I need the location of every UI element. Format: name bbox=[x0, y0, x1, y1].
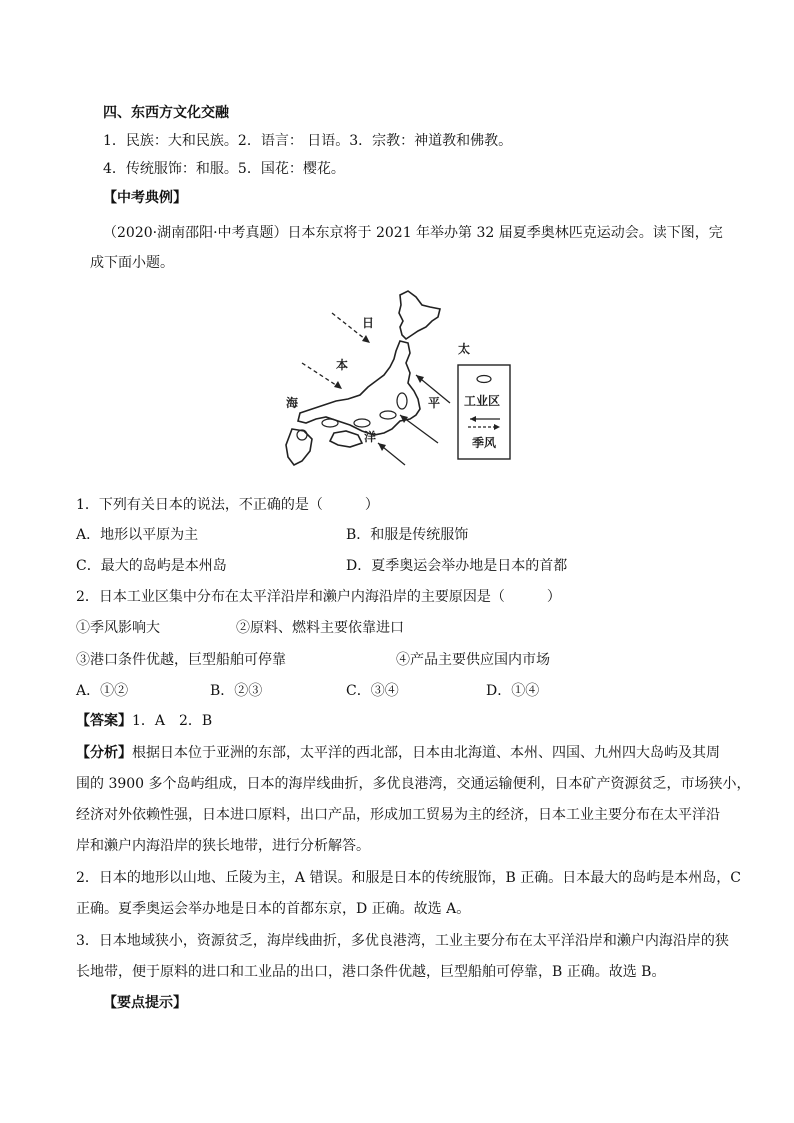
q1-stem: 1．下列有关日本的说法，不正确的是（ ） bbox=[76, 497, 379, 513]
question-intro-1: （2020·湖南邵阳·中考真题）日本东京将于 2021 年举办第 32 届夏季奥林匹克运动会。读下图，完 bbox=[103, 225, 723, 241]
winter-monsoon-arrows bbox=[302, 313, 370, 389]
explain2-line-1: 2．日本的地形以山地、丘陵为主，A 错误。和服是日本的传统服饰，B 正确。日本最大的岛屿是本州岛，C bbox=[76, 870, 741, 886]
honshu-island bbox=[298, 341, 420, 435]
answer-line bbox=[76, 711, 212, 731]
q2-option-d: D．①④ bbox=[486, 683, 540, 699]
q2-option-c: C．③④ bbox=[346, 683, 399, 699]
japan-map-svg bbox=[250, 283, 530, 483]
q2-stem: 2．日本工业区集中分布在太平洋沿岸和濑户内海沿岸的主要原因是（ ） bbox=[76, 589, 561, 605]
hokkaido-island bbox=[399, 291, 440, 339]
legend-industrial-symbol bbox=[477, 376, 491, 383]
explain2-line-2: 正确。夏季奥运会举办地是日本的首都东京，D 正确。故选 A。 bbox=[76, 901, 471, 917]
q1-option-a: A．地形以平原为主 bbox=[76, 527, 199, 543]
analysis-line-4: 岸和濑户内海沿岸的狭长地带，进行分析解答。 bbox=[76, 838, 370, 854]
legend-winter-arrow-head bbox=[494, 424, 500, 430]
industrial-zone-5 bbox=[297, 430, 307, 440]
section-heading: 四、东西方文化交融 bbox=[103, 105, 229, 121]
tips-heading: 【要点提示】 bbox=[103, 995, 187, 1011]
japan-map bbox=[250, 283, 530, 483]
industrial-zone-1 bbox=[397, 393, 407, 409]
legend-summer-arrow-head bbox=[470, 416, 476, 422]
q2-statement-1: ①季风影响大 bbox=[76, 620, 160, 636]
analysis-line-1 bbox=[76, 743, 720, 763]
ocean-label-ping: 平 bbox=[428, 396, 441, 410]
industrial-zone-4 bbox=[322, 419, 338, 427]
q1-option-d: D．夏季奥运会举办地是日本的首都 bbox=[346, 558, 568, 574]
q1-option-b: B．和服是传统服饰 bbox=[346, 527, 469, 543]
analysis-tag: 【分析】 bbox=[76, 745, 132, 761]
analysis-text-1: 根据日本位于亚洲的东部，太平洋的西北部，日本由北海道、本州、四国、九州四大岛屿及其周 bbox=[132, 745, 720, 761]
summer-arrow-head-1 bbox=[416, 375, 424, 383]
q1-option-c: C．最大的岛屿是本州岛 bbox=[76, 558, 227, 574]
ocean-label-tai: 太 bbox=[458, 342, 471, 356]
q2-statement-2: ②原料、燃料主要依靠进口 bbox=[236, 620, 404, 636]
sea-label-ri: 日 bbox=[362, 316, 375, 330]
analysis-line-3: 经济对外依赖性强，日本进口原料，出口产品，形成加工贸易为主的经济，日本工业主要分布在太平洋沿 bbox=[76, 807, 720, 823]
answer-text: 1．A 2．B bbox=[132, 713, 213, 729]
legend-monsoon-label: 季风 bbox=[472, 436, 497, 450]
kyushu-island bbox=[286, 429, 312, 465]
ocean-label-yang: 洋 bbox=[364, 430, 377, 444]
sea-label-ben: 本 bbox=[336, 358, 349, 372]
answer-tag: 【答案】 bbox=[76, 713, 132, 729]
culture-line-1: 1．民族：大和民族。2．语言： 日语。3．宗教：神道教和佛教。 bbox=[103, 133, 513, 149]
summer-arrow-head-3 bbox=[378, 443, 386, 451]
q2-option-b: B．②③ bbox=[210, 683, 263, 699]
legend-industrial-label: 工业区 bbox=[464, 394, 501, 408]
industrial-zone-2 bbox=[380, 411, 396, 419]
q2-option-a: A．①② bbox=[76, 683, 129, 699]
shikoku-island bbox=[330, 431, 362, 447]
culture-line-2: 4．传统服饰：和服。5．国花：樱花。 bbox=[103, 161, 345, 177]
winter-arrow-head-2 bbox=[334, 381, 342, 389]
summer-monsoon-arrows bbox=[378, 375, 450, 465]
analysis-line-2: 围的 3900 多个岛屿组成，日本的海岸线曲折，多优良港湾，交通运输便利，日本矿产资源贫乏，市场狭小， bbox=[76, 776, 751, 792]
explain3-line-2: 长地带，便于原料的进口和工业品的出口，港口条件优越，巨型船舶可停靠，B 正确。故选 B。 bbox=[76, 964, 666, 980]
industrial-zone-3 bbox=[354, 419, 370, 427]
explain3-line-1: 3．日本地域狭小，资源贫乏，海岸线曲折，多优良港湾，工业主要分布在太平洋沿岸和濑户内海沿岸的狭 bbox=[76, 933, 729, 949]
winter-arrow-head-1 bbox=[362, 335, 370, 343]
q2-statement-3: ③港口条件优越，巨型船舶可停靠 bbox=[76, 652, 286, 668]
q2-statement-4: ④产品主要供应国内市场 bbox=[396, 652, 550, 668]
sea-label-hai: 海 bbox=[286, 396, 299, 410]
question-intro-2: 成下面小题。 bbox=[90, 255, 174, 271]
typical-example-heading: 【中考典例】 bbox=[103, 190, 187, 206]
